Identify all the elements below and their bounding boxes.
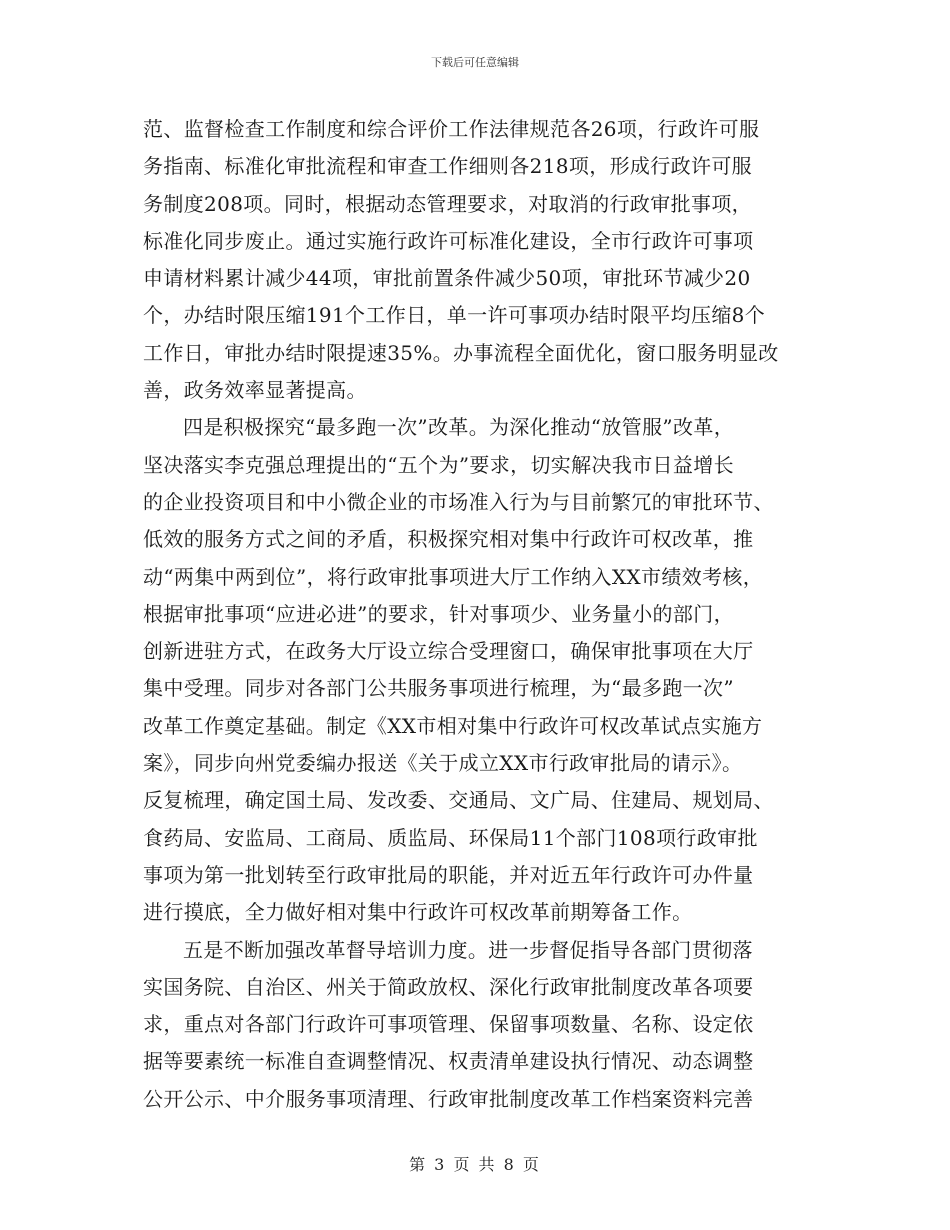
document-body — [143, 111, 823, 1118]
text-line: 申请材料累计减少44项，审批前置条件减少50项，审批环节减少20 — [143, 266, 751, 291]
text-line: 进行摸底，全力做好相对集中行政许可权改革前期筹备工作。 — [143, 900, 693, 925]
text-line: 标准化同步废止。通过实施行政许可标准化建设，全市行政许可事项 — [143, 228, 754, 253]
text-line: 动“两集中两到位”，将行政审批事项进大厅工作纳入XX市绩效考核， — [143, 564, 764, 589]
text-line: 求，重点对各部门行政许可事项管理、保留事项数量、名称、设定依 — [143, 1012, 754, 1037]
text-line: 务指南、标准化审批流程和审查工作细则各218项，形成行政许可服 — [143, 154, 753, 179]
text-line: 低效的服务方式之间的矛盾，积极探究相对集中行政许可权改革，推 — [143, 527, 754, 552]
text-line: 务制度208项。同时，根据动态管理要求，对取消的行政审批事项， — [143, 191, 753, 216]
text-line: 实国务院、自治区、州关于简政放权、深化行政审批制度改革各项要 — [143, 974, 754, 999]
text-line: 工作日，审批办结时限提速35%。办事流程全面优化，窗口服务明显改 — [143, 340, 779, 365]
text-line: 事项为第一批划转至行政审批局的职能，并对近五年行政许可办件量 — [143, 862, 754, 887]
text-line: 反复梳理，确定国土局、发改委、交通局、文广局、住建局、规划局、 — [143, 788, 774, 813]
text-line: 的企业投资项目和中小微企业的市场准入行为与目前繁冗的审批环节、 — [143, 489, 774, 514]
paragraph-start-line: 五是不断加强改革督导培训力度。进一步督促指导各部门贯彻落 — [183, 937, 753, 962]
text-line: 坚决落实李克强总理提出的“五个为”要求，切实解决我市日益增长 — [143, 452, 734, 477]
text-line: 善，政务效率显著提高。 — [143, 378, 367, 403]
text-line: 据等要素统一标准自查调整情况、权责清单建设执行情况、动态调整 — [143, 1049, 754, 1074]
text-line: 食药局、安监局、工商局、质监局、环保局11个部门108项行政审批 — [143, 825, 758, 850]
page-number-footer: 第 3 页 共 8 页 — [409, 1155, 541, 1174]
text-line: 公开公示、中介服务事项清理、行政审批制度改革工作档案资料完善 — [143, 1086, 754, 1111]
text-line: 案》，同步向州党委编办报送《关于成立XX市行政审批局的请示》。 — [143, 751, 743, 776]
text-line: 根据审批事项“应进必进”的要求，针对事项少、业务量小的部门， — [143, 601, 734, 626]
text-line: 个，办结时限压缩191个工作日，单一许可事项办结时限平均压缩8个 — [143, 303, 766, 328]
text-line: 集中受理。同步对各部门公共服务事项进行梳理，为“最多跑一次” — [143, 676, 734, 701]
page-header: 下载后可任意编辑 — [431, 56, 519, 69]
text-line: 范、监督检查工作制度和综合评价工作法律规范各26项，行政许可服 — [143, 117, 760, 141]
paragraph-start-line: 四是积极探究“最多跑一次”改革。为深化推动“放管服”改革， — [183, 415, 735, 440]
text-line: 改革工作奠定基础。制定《XX市相对集中行政许可权改革试点实施方 — [143, 713, 763, 738]
text-line: 创新进驻方式，在政务大厅设立综合受理窗口，确保审批事项在大厅 — [143, 639, 754, 664]
